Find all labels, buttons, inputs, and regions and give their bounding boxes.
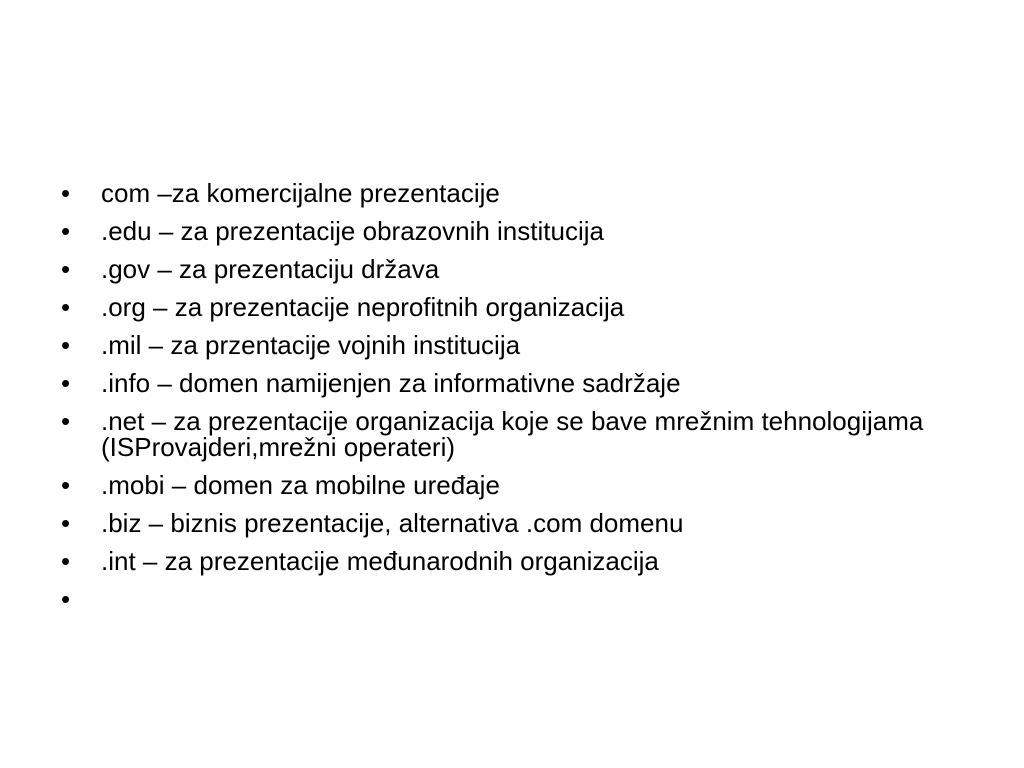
- list-item: [0, 256, 1024, 282]
- list-item: [0, 472, 1024, 498]
- bullet-icon: •: [61, 292, 71, 322]
- list-item: [0, 218, 1024, 244]
- list-item: [0, 548, 1024, 574]
- list-item: [0, 332, 1024, 358]
- list-item: [0, 408, 1024, 460]
- list-item-text: .gov – za prezentaciju država: [101, 254, 440, 284]
- list-item: [0, 180, 1024, 206]
- list-item-text: .mil – za przentacije vojnih institucija: [101, 330, 521, 360]
- list-item-text: .biz – biznis prezentacije, alternativa .com domenu: [101, 508, 684, 538]
- list-item-text: .net – za prezentacije organizacija koje se bave mrežnim tehnologijama (ISProvajderi,mrežni operateri): [101, 406, 931, 462]
- list-item-text: .info – domen namijenjen za informativne sadržaje: [101, 368, 681, 398]
- list-item-text: .edu – za prezentacije obrazovnih institucija: [101, 216, 604, 246]
- bullet-list: [0, 178, 1024, 614]
- bullet-icon: •: [61, 546, 71, 576]
- list-item: [0, 370, 1024, 396]
- list-item: [0, 294, 1024, 320]
- bullet-icon: •: [61, 584, 71, 614]
- list-item-text: .int – za prezentacije međunarodnih organizacija: [101, 546, 659, 576]
- bullet-icon: •: [61, 178, 71, 208]
- bullet-icon: •: [61, 406, 71, 436]
- bullet-icon: •: [61, 368, 71, 398]
- list-item-text: .org – za prezentacije neprofitnih organizacija: [101, 292, 625, 322]
- bullet-icon: •: [61, 254, 71, 284]
- list-item: [0, 510, 1024, 536]
- list-item-text: com –za komercijalne prezentacije: [101, 178, 500, 208]
- bullet-icon: •: [61, 330, 71, 360]
- bullet-icon: •: [61, 508, 71, 538]
- bullet-icon: •: [61, 470, 71, 500]
- list-item-text: .mobi – domen za mobilne uređaje: [101, 470, 500, 500]
- bullet-icon: •: [61, 216, 71, 246]
